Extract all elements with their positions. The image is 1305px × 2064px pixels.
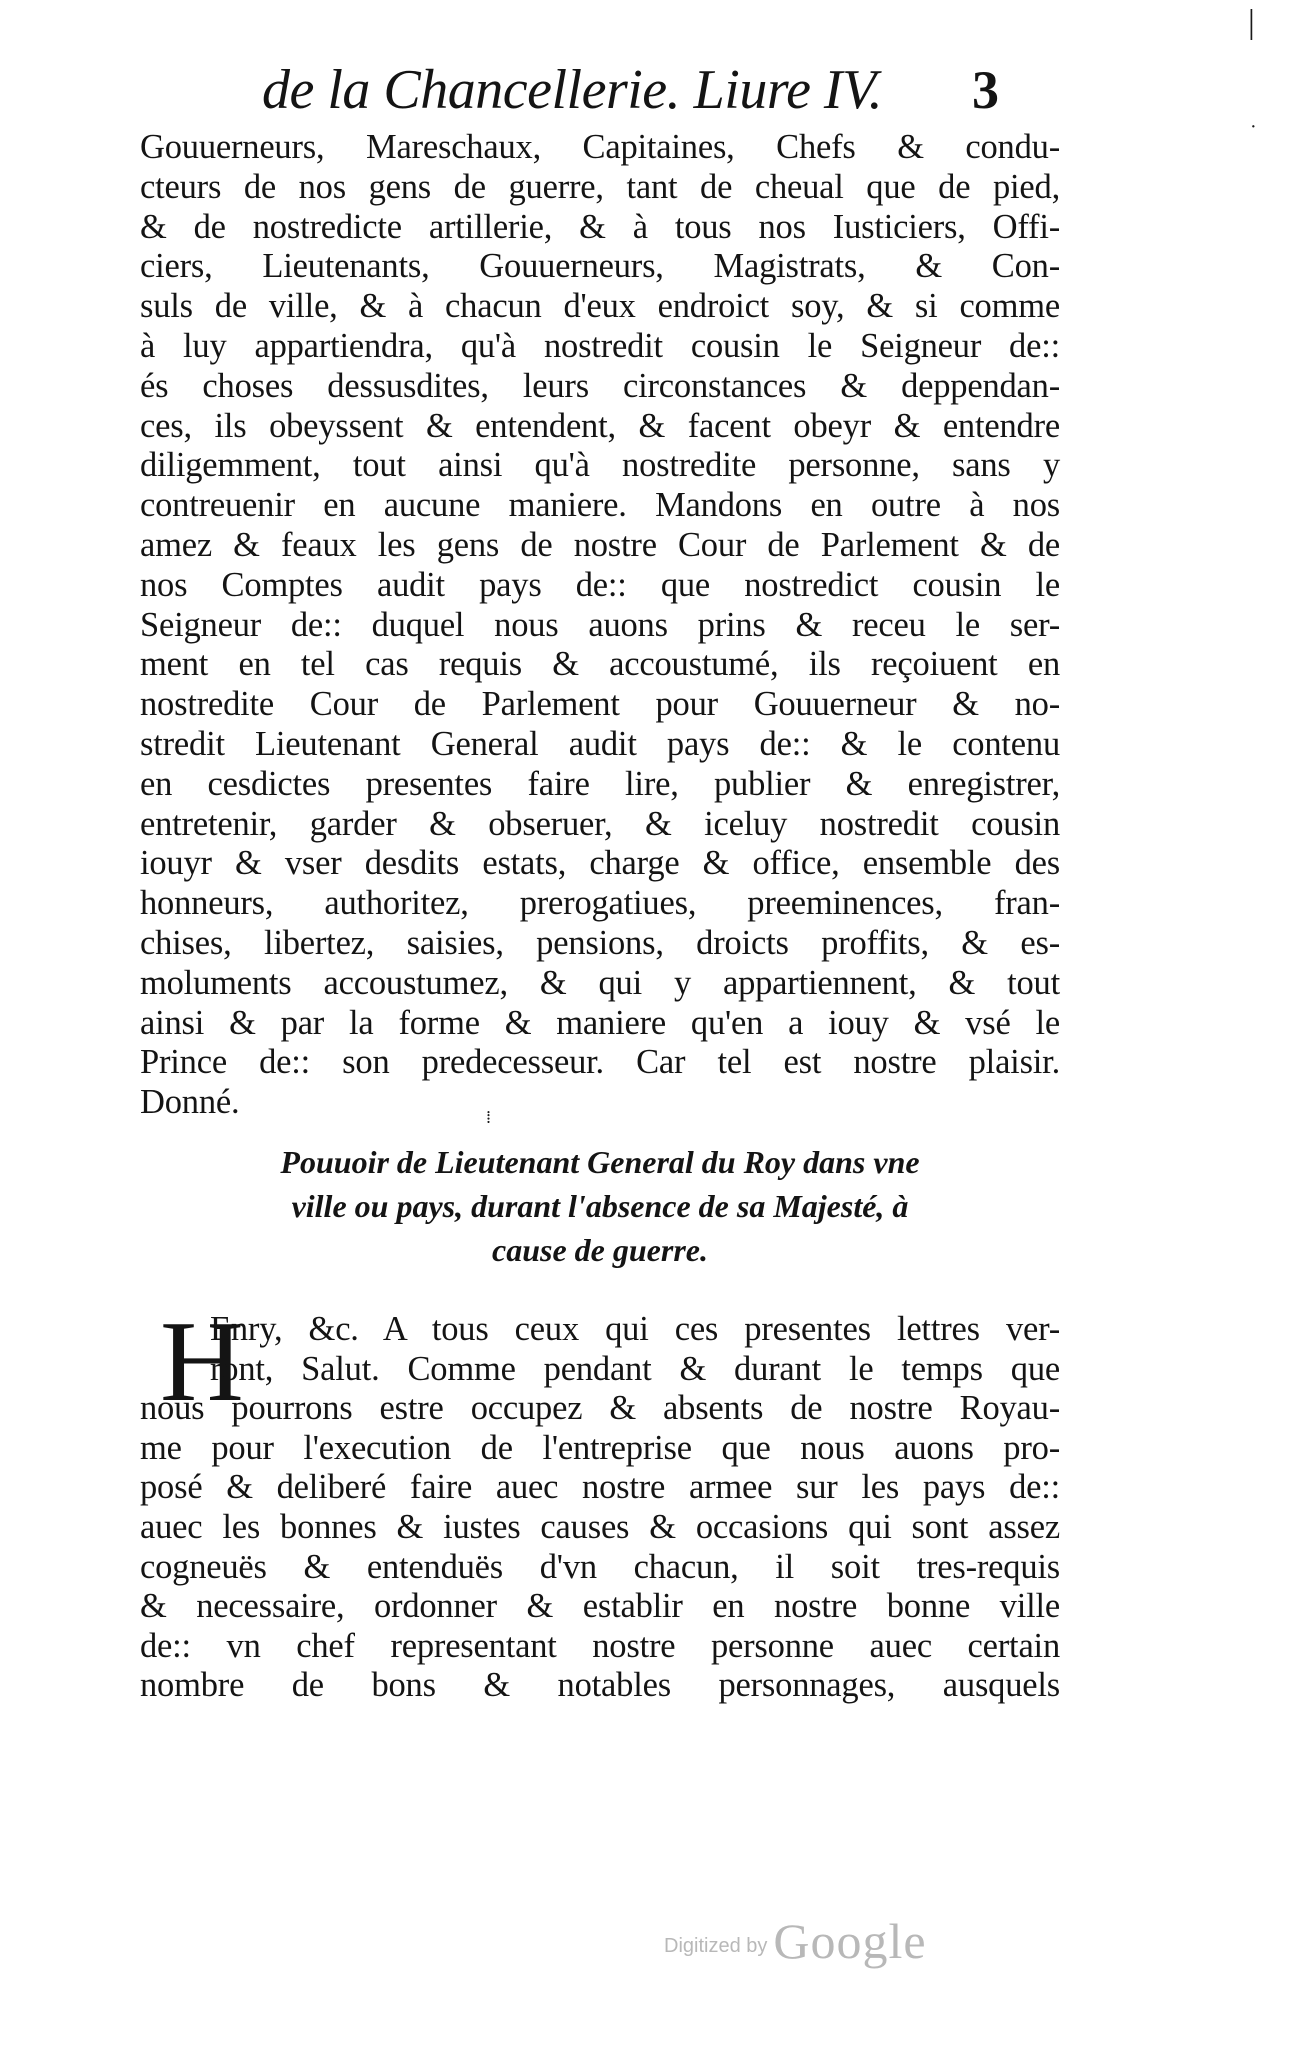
- section-title: [150, 1140, 1050, 1272]
- text-line: Seigneur de:: duquel nous auons prins & receu le ser-: [140, 605, 1060, 644]
- text-line: nos Comptes audit pays de:: que nostredict cousin le: [140, 565, 1060, 604]
- text-line: és choses dessusdites, leurs circonstances & deppendan-: [140, 366, 1060, 405]
- text-line: en cesdictes presentes faire lire, publier & enregistrer,: [140, 764, 1060, 803]
- watermark-prefix: Digitized by: [664, 1935, 768, 1957]
- text-line: posé & deliberé faire auec nostre armee sur les pays de::: [140, 1468, 1060, 1507]
- section-title-line: ville ou pays, durant l'absence de sa Majesté, à: [291, 1188, 909, 1224]
- scan-speck: ·: [1250, 116, 1257, 138]
- digitized-watermark: [664, 1912, 927, 1970]
- text-line: chises, libertez, saisies, pensions, droicts proffits, & es-: [140, 923, 1060, 962]
- google-logo: Google: [773, 1913, 927, 1969]
- text-line: honneurs, authoritez, prerogatiues, preeminences, fran-: [140, 884, 1060, 923]
- text-line: Gouuerneurs, Mareschaux, Capitaines, Chefs & condu-: [140, 128, 1060, 166]
- text-line: à luy appartiendra, qu'à nostredit cousin le Seigneur de::: [140, 326, 1060, 365]
- text-line: moluments accoustumez, & qui y appartiennent, & tout: [140, 963, 1060, 1002]
- text-line: ces, ils obeyssent & entendent, & facent obeyr & entendre: [140, 406, 1060, 445]
- running-head: de la Chancellerie. Liure IV.: [262, 59, 883, 121]
- text-line: diligemment, tout ainsi qu'à nostredite personne, sans y: [140, 446, 1060, 485]
- text-line: nous pourrons estre occupez & absents de nostre Royau-: [140, 1389, 1060, 1428]
- text-line: Enry, &c. A tous ceux qui ces presentes lettres ver-: [210, 1310, 1060, 1348]
- text-line: ciers, Lieutenants, Gouuerneurs, Magistrats, & Con-: [140, 247, 1060, 286]
- text-line: me pour l'execution de l'entreprise que nous auons pro-: [140, 1428, 1060, 1467]
- text-line: Donné.: [140, 1083, 240, 1122]
- text-line: contreuenir en aucune maniere. Mandons en outre à nos: [140, 486, 1060, 525]
- text-line: Prince de:: son predecesseur. Car tel est nostre plaisir.: [140, 1043, 1060, 1082]
- page-number: 3: [972, 60, 999, 120]
- text-line: ainsi & par la forme & maniere qu'en a iouy & vsé le: [140, 1003, 1060, 1042]
- scan-speck: |: [1248, 4, 1255, 41]
- drop-cap: H: [160, 1298, 244, 1426]
- text-line: amez & feaux les gens de nostre Cour de Parlement & de: [140, 525, 1060, 564]
- text-line: iouyr & vser desdits estats, charge & office, ensemble des: [140, 844, 1060, 883]
- scan-speck: ⁞: [486, 1107, 492, 1127]
- body-paragraph-1: [140, 128, 1060, 1123]
- text-line: ront, Salut. Comme pendant & durant le temps que: [210, 1349, 1060, 1388]
- text-line: cteurs de nos gens de guerre, tant de cheual que de pied,: [140, 167, 1060, 206]
- text-line: ment en tel cas requis & accoustumé, ils reçoiuent en: [140, 645, 1060, 684]
- text-line: de:: vn chef representant nostre personne auec certain: [140, 1626, 1060, 1665]
- text-line: stredit Lieutenant General audit pays de:: & le contenu: [140, 724, 1060, 763]
- section-title-line: cause de guerre.: [492, 1232, 708, 1268]
- body-paragraph-2: [140, 1298, 1060, 1706]
- text-line: & necessaire, ordonner & establir en nostre bonne ville: [140, 1587, 1060, 1626]
- section-title-line: Pouuoir de Lieutenant General du Roy dans vne: [280, 1144, 920, 1180]
- text-line: entretenir, garder & obseruer, & iceluy nostredit cousin: [140, 804, 1060, 843]
- text-line: nombre de bons & notables personnages, ausquels: [140, 1666, 1060, 1705]
- text-line: auec les bonnes & iustes causes & occasions qui sont assez: [140, 1507, 1060, 1546]
- text-line: suls de ville, & à chacun d'eux endroict soy, & si comme: [140, 287, 1060, 326]
- text-line: nostredite Cour de Parlement pour Gouuerneur & no-: [140, 685, 1060, 724]
- text-line: cogneuës & entenduës d'vn chacun, il soit tres-requis: [140, 1547, 1060, 1586]
- text-line: & de nostredicte artillerie, & à tous nos Iusticiers, Offi-: [140, 207, 1060, 246]
